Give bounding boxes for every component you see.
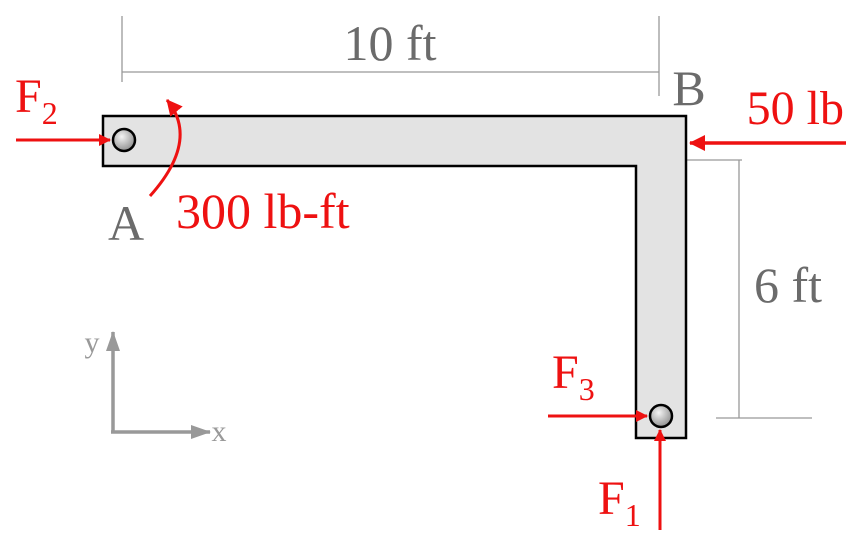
force-f1	[598, 430, 660, 533]
dim-vertical-label: 6 ft	[753, 257, 823, 313]
point-b-label: B	[672, 60, 706, 116]
dimension-horizontal	[122, 15, 659, 96]
dim-horizontal-label: 10 ft	[343, 15, 437, 71]
force-f3-label: $F_3$	[552, 346, 595, 407]
dimension-vertical	[686, 160, 822, 418]
force-f2	[15, 70, 110, 140]
force-50lb	[690, 82, 846, 143]
coordinate-axes	[85, 326, 227, 448]
pin-a	[113, 129, 135, 151]
l-shaped-member	[103, 116, 686, 438]
moment-label: 300 lb-ft	[176, 183, 350, 239]
axis-y-label: y	[84, 326, 100, 359]
axis-x-label: x	[211, 415, 227, 448]
point-a-label: A	[107, 195, 145, 251]
force-f1-label: $F_1$	[598, 472, 641, 533]
force-f3	[548, 346, 647, 416]
pin-c	[650, 405, 672, 427]
force-f2-label: $F_2$	[15, 70, 58, 131]
force-50lb-label: 50 lb	[746, 82, 844, 135]
